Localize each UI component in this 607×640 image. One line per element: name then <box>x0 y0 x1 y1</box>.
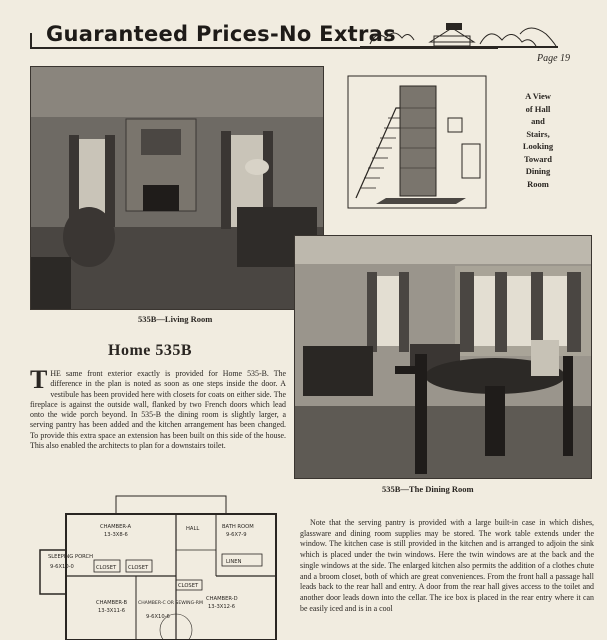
page-header-title: Guaranteed Prices-No Extras <box>46 22 396 46</box>
floor-plan-room-size: 9-6X7-9 <box>226 532 247 538</box>
description-paragraph: HE same front exterior exactly is provided for Home 535-B. The difference in the plan is noted as soon as one steps inside the door. A vestibule has been provided here with closets for coats on either side. The fireplace is against the outside wall, flanked by two French doors which lead onto the wide porch beyond. In 535-B the dining room is slightly larger, a serving pantry has been added and the kitchen arrangement has been changed. To provide this extra space an extension has been built on this side of the house. This also enabled the architects to plan for a downstairs toilet. <box>30 369 286 451</box>
page-number: Page 19 <box>537 53 571 64</box>
floor-plan-room-size: 9-6X10-6 <box>146 614 170 620</box>
floor-plan-closet-label: CLOSET <box>178 583 199 589</box>
hall-caption-line: Stairs, <box>526 128 550 139</box>
second-floor-plan <box>36 494 288 640</box>
floor-plan-room-label: BATH ROOM <box>222 524 254 530</box>
floor-plan-room-size: 9-6X10-0 <box>50 564 74 570</box>
house-sketch-icon <box>360 14 560 54</box>
hall-caption-line: and <box>531 116 545 126</box>
floor-plan-room-label: HALL <box>186 526 200 532</box>
floor-plan-closet-label: CLOSET <box>96 565 117 571</box>
pantry-description: Note that the serving pantry is provided with a large built-in case in which dishes, glassware and dining room supplies may be stored. The work table extends under the window. The kitchen case is still provided in the kitchen and is arranged to adjoin the sink which is placed under the twin windows. Here the twin windows are at the back and the single windows at the side. The enlarged kitchen also permits the addition of a clothes chute and a broom closet, both of which are great conveniences. From the front hall a passage hall leads back to the rear hall and entry. A door from the rear hall gives access to the toilet and another door leads down into the cellar. The ice box is placed in the rear entry where it can be easily iced and is in a cool <box>300 518 594 613</box>
floor-plan-closet-label: CLOSET <box>128 565 149 571</box>
hall-caption-line: Looking <box>522 141 554 151</box>
home-description <box>30 365 286 451</box>
floor-plan-room-size: 13-3X12-6 <box>208 604 236 610</box>
home-title: Home 535B <box>108 342 193 359</box>
drop-cap: T <box>30 365 48 394</box>
living-room-caption: 535B—Living Room <box>138 314 213 324</box>
floor-plan-room-size: 13-3X11-6 <box>98 608 126 614</box>
hall-caption-line: Room <box>527 178 549 189</box>
floor-plan-linen-label: LINEN <box>226 559 242 565</box>
hall-stairs-illustration <box>336 68 502 214</box>
hall-caption-line: Toward <box>523 153 553 164</box>
dining-room-photo <box>294 235 592 479</box>
hall-caption-line: A View <box>525 91 551 101</box>
dining-room-caption: 535B—The Dining Room <box>382 484 474 494</box>
floor-plan-room-label: CHAMBER-C OR SEWING-RM <box>138 601 203 606</box>
hall-caption-line: Dining <box>525 166 551 176</box>
floor-plan-room-label: CHAMBER-A <box>100 524 132 530</box>
floor-plan-room-label: SLEEPING PORCH <box>48 554 94 560</box>
floor-plan-room-label: CHAMBER-D <box>206 596 238 602</box>
floor-plan-room-size: 13-3X8-6 <box>104 532 128 538</box>
hall-caption <box>512 90 564 190</box>
hall-caption-line: of Hall <box>525 103 551 114</box>
living-room-photo <box>30 66 324 310</box>
floor-plan-room-label: CHAMBER-B <box>96 600 128 606</box>
